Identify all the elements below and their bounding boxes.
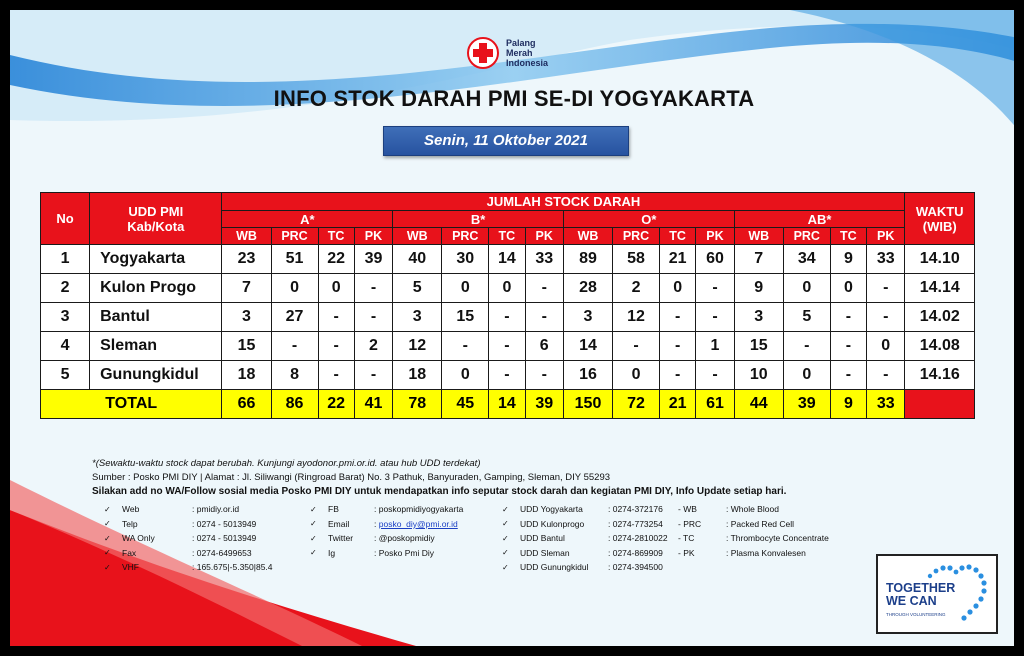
stock-cell: 18 [222,361,271,390]
stock-cell: 0 [867,332,905,361]
row-number: 4 [41,332,90,361]
contact-label: Email [328,518,350,529]
contact-value: : 0274-773254 [608,518,663,529]
header-subcol: PK [525,228,563,245]
stock-cell: 2 [613,274,660,303]
total-cell: 22 [318,390,354,419]
stock-cell: 33 [867,245,905,274]
contact-item [502,546,668,561]
stock-cell: 21 [660,245,696,274]
stock-cell: - [318,332,354,361]
total-cell: 9 [830,390,866,419]
volunteer-badge [876,554,998,634]
table-row [41,303,975,332]
contact-item [310,546,463,561]
contact-label: Web [122,504,140,515]
header-group: AB* [734,211,905,228]
contact-item [502,560,668,575]
header-subcol: TC [660,228,696,245]
header-subcol: PRC [442,228,489,245]
logo-line2: Merah [506,48,533,58]
stock-cell: 3 [393,303,442,332]
stock-cell: - [271,332,318,361]
header-waktu: WAKTU (WIB) [905,193,975,245]
contact-item [104,517,273,532]
contact-col2 [310,502,463,560]
contact-item [104,531,273,546]
contact-item [502,502,668,517]
header-subcol: PRC [613,228,660,245]
stock-cell: 0 [613,361,660,390]
contact-label: UDD Yogyakarta [520,504,583,515]
contact-value: : 165.675|-5.350|85.4 [192,562,273,573]
stock-cell: - [830,361,866,390]
check-icon: ✓ [310,533,317,543]
notes [92,458,786,497]
stock-cell: 33 [525,245,563,274]
total-cell: 41 [354,390,392,419]
stock-cell: 14 [489,245,525,274]
contact-value: : Posko Pmi Diy [374,547,434,558]
row-number: 3 [41,303,90,332]
total-cell: 61 [696,390,734,419]
check-icon: ✓ [502,533,509,543]
contact-item [310,517,463,532]
contact-item [310,531,463,546]
stock-cell: - [525,361,563,390]
contact-value: : 0274-869909 [608,547,663,558]
contact-value: : 0274 - 5013949 [192,533,257,544]
badge-line1: TOGETHER [886,581,956,595]
contact-value: : 0274 - 5013949 [192,518,257,529]
row-kabkota: Kulon Progo [90,274,222,303]
row-number: 5 [41,361,90,390]
header-subcol: WB [393,228,442,245]
date-banner: Senin, 11 Oktober 2021 [383,126,629,156]
contact-label: - PRC [678,518,702,529]
stock-cell: - [696,361,734,390]
stock-cell: 7 [222,274,271,303]
contact-item [310,502,463,517]
table-row [41,332,975,361]
stock-cell: - [489,303,525,332]
stock-cell: 9 [830,245,866,274]
contact-label: Ig [328,547,336,558]
stock-cell: 8 [271,361,318,390]
total-cell: 45 [442,390,489,419]
check-icon: ✓ [104,504,111,514]
badge-line3: THROUGH VOLUNTEERING [886,612,946,617]
header-jumlah: JUMLAH STOCK DARAH [222,193,905,211]
contact-label: - PK [678,547,695,558]
header-subcol: WB [563,228,612,245]
stock-cell: - [525,274,563,303]
stock-cell: 3 [563,303,612,332]
stock-cell: 23 [222,245,271,274]
stock-cell: 5 [783,303,830,332]
stock-cell: 0 [442,361,489,390]
stock-cell: 18 [393,361,442,390]
stock-cell: 1 [696,332,734,361]
stock-cell: 39 [354,245,392,274]
stock-cell: 5 [393,274,442,303]
stock-cell: 30 [442,245,489,274]
contact-value: : pmidiy.or.id [192,504,240,515]
stock-cell: 3 [222,303,271,332]
stock-cell: 58 [613,245,660,274]
stock-cell: 51 [271,245,318,274]
total-cell: 86 [271,390,318,419]
contact-label: - TC [678,533,695,544]
total-waktu-cell [905,390,975,419]
contact-value: : poskopmidiyogyakarta [374,504,464,515]
stock-cell: 12 [393,332,442,361]
page-title: INFO STOK DARAH PMI SE-DI YOGYAKARTA [273,86,755,111]
header-subcol: WB [222,228,271,245]
header-subcol: TC [830,228,866,245]
row-number: 1 [41,245,90,274]
table-row [41,245,975,274]
stock-cell: 22 [318,245,354,274]
stock-cell: - [867,274,905,303]
stock-cell: 9 [734,274,783,303]
stock-cell: - [867,303,905,332]
contact-label: FB [328,504,339,515]
contact-value [374,519,458,529]
note-source: Sumber : Posko PMI DIY | Alamat : Jl. Siliwangi (Ringroad Barat) No. 3 Pathuk, Banyuraden, Gamping, Sleman, DIY 55293 [92,472,611,483]
header-group: B* [393,211,564,228]
check-icon: ✓ [502,504,509,514]
row-waktu: 14.14 [905,274,975,303]
stock-cell: 89 [563,245,612,274]
stock-cell: - [489,332,525,361]
stock-cell: 15 [442,303,489,332]
stock-cell: 2 [354,332,392,361]
row-kabkota: Bantul [90,303,222,332]
stock-cell: - [354,361,392,390]
stock-cell: 0 [783,274,830,303]
stock-cell: - [696,303,734,332]
contact-label: VHF [122,562,139,573]
check-icon: ✓ [104,533,111,543]
header-subcol: TC [489,228,525,245]
stock-cell: 10 [734,361,783,390]
contact-item [678,546,829,561]
contact-label: Telp [122,518,138,529]
stock-cell: 6 [525,332,563,361]
badge-line2: WE CAN [886,594,937,608]
note-disclaimer: *(Sewaktu-waktu stock dapat berubah. Kunjungi ayodonor.pmi.or.id. atau hub UDD terdekat) [92,458,481,469]
stock-cell: 14 [563,332,612,361]
total-cell: 66 [222,390,271,419]
contact-label: Twitter [328,533,354,544]
stock-cell: 15 [222,332,271,361]
row-kabkota: Yogyakarta [90,245,222,274]
header-subcol: TC [318,228,354,245]
stock-cell: - [442,332,489,361]
header-subcol: WB [734,228,783,245]
row-number: 2 [41,274,90,303]
stock-cell: 7 [734,245,783,274]
stock-cell: 27 [271,303,318,332]
total-row [41,390,975,419]
note-follow: Silakan add no WA/Follow sosial media Posko PMI DIY untuk mendapatkan info seputar stock darah dan kegiatan PMI DIY, Info Update setiap hari. [92,486,787,497]
header-no: No [41,193,90,245]
total-cell: 14 [489,390,525,419]
stock-cell: - [354,274,392,303]
table-row [41,361,975,390]
contact-value: : 0274-2810022 [608,533,668,544]
contact-label: UDD Kulonprogo [520,518,585,529]
table-row [41,274,975,303]
contact-item [678,502,829,517]
contact-value: : 0274-372176 [608,504,663,515]
stock-cell: 15 [734,332,783,361]
row-waktu: 14.16 [905,361,975,390]
stock-cell: - [318,361,354,390]
colon: : [374,518,379,529]
contact-value: : @poskopmidiy [374,533,435,544]
stock-cell: 16 [563,361,612,390]
stock-cell: - [660,332,696,361]
check-icon: ✓ [310,548,317,558]
total-cell: 39 [783,390,830,419]
contact-label: Fax [122,547,137,558]
contact-col3 [502,502,668,575]
contact-item [104,502,273,517]
header-subcol: PRC [783,228,830,245]
stock-cell: 0 [783,361,830,390]
stock-cell: 28 [563,274,612,303]
contact-label: UDD Sleman [520,547,570,558]
contact-value: : Thrombocyte Concentrate [726,533,829,544]
stock-cell: - [867,361,905,390]
stock-cell: 0 [271,274,318,303]
contact-label: - WB [678,504,697,515]
check-icon: ✓ [104,562,111,572]
blood-stock-table [40,192,975,419]
stock-cell: 0 [830,274,866,303]
stock-cell: 60 [696,245,734,274]
contact-col1 [104,502,273,575]
header-subcol: PK [354,228,392,245]
stock-cell: 0 [660,274,696,303]
stock-cell: - [613,332,660,361]
stock-cell: 3 [734,303,783,332]
check-icon: ✓ [502,548,509,558]
contact-value: : Whole Blood [726,504,779,515]
red-cross-icon [466,36,500,70]
stock-cell: - [660,303,696,332]
stock-cell: - [318,303,354,332]
row-kabkota: Sleman [90,332,222,361]
contact-item [104,560,273,575]
stock-cell: - [830,332,866,361]
logo-line1: Palang [506,38,536,48]
stock-cell: 34 [783,245,830,274]
header-subcol: PRC [271,228,318,245]
contact-value: : Plasma Konvalesen [726,547,806,558]
contact-col4 [678,502,829,560]
check-icon: ✓ [104,548,111,558]
contact-label: UDD Gunungkidul [520,562,589,573]
contact-value: : 0274-6499653 [192,547,252,558]
contact-item [104,546,273,561]
check-icon: ✓ [104,519,111,529]
total-cell: 33 [867,390,905,419]
stock-cell: - [830,303,866,332]
total-label: TOTAL [41,390,222,419]
header-subcol: PK [696,228,734,245]
check-icon: ✓ [310,504,317,514]
contact-item [502,517,668,532]
stock-cell: - [783,332,830,361]
row-waktu: 14.10 [905,245,975,274]
check-icon: ✓ [502,519,509,529]
badge-title [886,582,955,608]
check-icon: ✓ [502,562,509,572]
total-cell: 78 [393,390,442,419]
stock-cell: - [696,274,734,303]
contact-value: : Packed Red Cell [726,518,795,529]
poster [8,8,1016,648]
total-cell: 150 [563,390,612,419]
total-cell: 72 [613,390,660,419]
stock-cell: - [660,361,696,390]
header-subcol: PK [867,228,905,245]
contact-item [502,531,668,546]
row-waktu: 14.02 [905,303,975,332]
total-cell: 39 [525,390,563,419]
stock-cell: - [525,303,563,332]
total-cell: 44 [734,390,783,419]
stock-cell: - [489,361,525,390]
contact-item [678,531,829,546]
email-link[interactable]: posko_diy@pmi.or.id [378,518,458,529]
contact-label: UDD Bantul [520,533,565,544]
stock-cell: 0 [318,274,354,303]
stock-cell: 40 [393,245,442,274]
contact-item [678,517,829,532]
pmi-logo [466,36,548,70]
row-waktu: 14.08 [905,332,975,361]
stock-cell: 0 [442,274,489,303]
total-cell: 21 [660,390,696,419]
stock-cell: - [354,303,392,332]
contact-label: WA Only [122,533,155,544]
check-icon: ✓ [310,519,317,529]
stock-cell: 0 [489,274,525,303]
row-kabkota: Gunungkidul [90,361,222,390]
logo-text [506,38,548,68]
header-group: A* [222,211,393,228]
logo-line3: Indonesia [506,58,549,68]
contact-value: : 0274-394500 [608,562,663,573]
header-udd: UDD PMI Kab/Kota [90,193,222,245]
header-group: O* [563,211,734,228]
stock-cell: 12 [613,303,660,332]
